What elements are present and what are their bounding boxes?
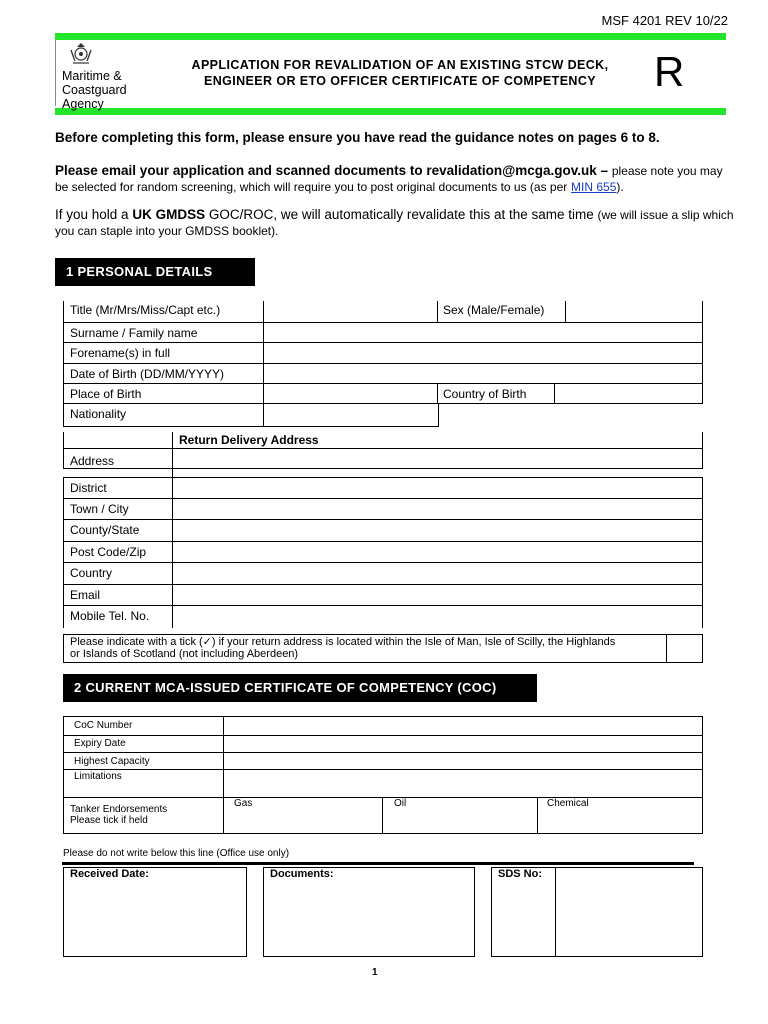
tanker-label <box>70 804 167 826</box>
gmdss-note <box>55 207 735 239</box>
gas-label: Gas <box>234 798 253 809</box>
limitations-label: Limitations <box>74 771 122 782</box>
title-input[interactable] <box>265 302 439 322</box>
dob-input[interactable] <box>265 365 701 383</box>
section1-heading: 1 PERSONAL DETAILS <box>55 258 255 286</box>
agency-name-line3: Agency <box>62 97 104 111</box>
email-input[interactable] <box>174 586 702 605</box>
nationality-label: Nationality <box>70 407 127 421</box>
cob-input[interactable] <box>556 385 701 403</box>
forenames-label: Forename(s) in full <box>70 346 171 360</box>
address-label: Address <box>70 454 115 468</box>
form-reference: MSF 4201 REV 10/22 <box>601 13 728 28</box>
oil-label: Oil <box>394 798 407 809</box>
office-use-note: Please do not write below this line (Office use only) <box>63 848 290 859</box>
form-title-line1: APPLICATION FOR REVALIDATION OF AN EXISTING STCW DECK, <box>191 58 609 72</box>
address-grid <box>63 432 702 628</box>
country-input[interactable] <box>174 564 702 584</box>
email-instructions <box>55 163 735 195</box>
guidance-note: Before completing this form, please ensure you have read the guidance notes on pages 6 to 8. <box>55 130 660 145</box>
pob-label: Place of Birth <box>70 387 142 401</box>
email-note-end: ). <box>616 180 624 194</box>
title-label: Title (Mr/Mrs/Miss/Capt etc.) <box>70 303 221 317</box>
dob-label: Date of Birth (DD/MM/YYYY) <box>70 367 225 381</box>
tanker-label-line1: Tanker Endorsements <box>70 804 168 815</box>
remote-note-line2: or Islands of Scotland (not including Aberdeen) <box>70 648 299 660</box>
form-title <box>160 57 640 89</box>
received-date-box <box>63 867 247 957</box>
agency-name-line1: Maritime & <box>62 69 122 83</box>
town-input[interactable] <box>174 500 702 519</box>
address-input[interactable] <box>174 450 702 468</box>
pob-input[interactable] <box>265 385 439 403</box>
district-input[interactable] <box>174 479 702 498</box>
agency-name-line2: Coastguard <box>62 83 127 97</box>
gmdss-small: (we will issue a slip which you can staple into your GMDSS booklet). <box>55 208 734 238</box>
gmdss-pre: If you hold a <box>55 207 129 222</box>
sds-box <box>491 867 703 957</box>
surname-input[interactable] <box>265 324 701 342</box>
section2-heading: 2 CURRENT MCA-ISSUED CERTIFICATE OF COMPETENCY (COC) <box>63 674 537 702</box>
documents-label: Documents: <box>270 868 334 880</box>
coc-number-input[interactable] <box>226 718 702 735</box>
mobile-label: Mobile Tel. No. <box>70 609 150 623</box>
expiry-date-input[interactable] <box>226 737 702 752</box>
gmdss-bold: UK GMDSS <box>132 207 206 222</box>
limitations-input[interactable] <box>226 771 702 797</box>
sex-input[interactable] <box>567 302 701 322</box>
sds-label: SDS No: <box>498 868 542 880</box>
district-label: District <box>70 481 107 495</box>
sex-label: Sex (Male/Female) <box>443 303 545 317</box>
royal-crest-icon <box>68 42 94 64</box>
coc-grid <box>63 716 703 834</box>
remote-address-row <box>63 634 703 663</box>
tanker-label-line2: Please tick if held <box>70 815 148 826</box>
highest-capacity-label: Highest Capacity <box>74 756 150 767</box>
county-label: County/State <box>70 523 140 537</box>
personal-details-grid <box>63 301 702 431</box>
office-divider <box>62 862 694 865</box>
gmdss-mid: GOC/ROC, we will automatically revalidate this at the same time <box>208 207 594 222</box>
remote-note-line1: Please indicate with a tick (✓) if your return address is located within the Isle of Man, Isle of Scilly, the Highlands <box>70 636 616 648</box>
min-655-link[interactable]: MIN 655 <box>571 180 617 194</box>
received-date-label: Received Date: <box>70 868 149 880</box>
bottom-green-bar <box>55 108 726 115</box>
highest-capacity-input[interactable] <box>226 754 702 769</box>
nationality-input[interactable] <box>265 405 439 426</box>
town-label: Town / City <box>70 502 129 516</box>
page-number: 1 <box>372 967 378 978</box>
email-instruction-bold: Please email your application and scanned documents to revalidation@mcga.gov.uk – <box>55 163 609 178</box>
form-title-line2: ENGINEER OR ETO OFFICER CERTIFICATE OF COMPETENCY <box>203 74 597 88</box>
documents-box <box>263 867 475 957</box>
coc-number-label: CoC Number <box>74 720 133 731</box>
forenames-input[interactable] <box>265 344 701 363</box>
postcode-input[interactable] <box>174 543 702 562</box>
top-green-bar <box>55 33 726 40</box>
cob-label: Country of Birth <box>443 387 527 401</box>
expiry-date-label: Expiry Date <box>74 738 126 749</box>
chemical-label: Chemical <box>547 798 589 809</box>
county-input[interactable] <box>174 521 702 541</box>
form-letter: R <box>654 48 685 95</box>
email-label: Email <box>70 588 101 602</box>
address-header: Return Delivery Address <box>179 433 319 447</box>
surname-label: Surname / Family name <box>70 326 198 340</box>
country-label: Country <box>70 566 113 580</box>
mobile-input[interactable] <box>174 607 702 626</box>
remote-address-note <box>70 636 615 660</box>
email-note: please note you may be selected for random screening, which will require you to post original documents to us (as per <box>55 164 723 194</box>
agency-logo <box>55 40 137 111</box>
postcode-label: Post Code/Zip <box>70 545 147 559</box>
